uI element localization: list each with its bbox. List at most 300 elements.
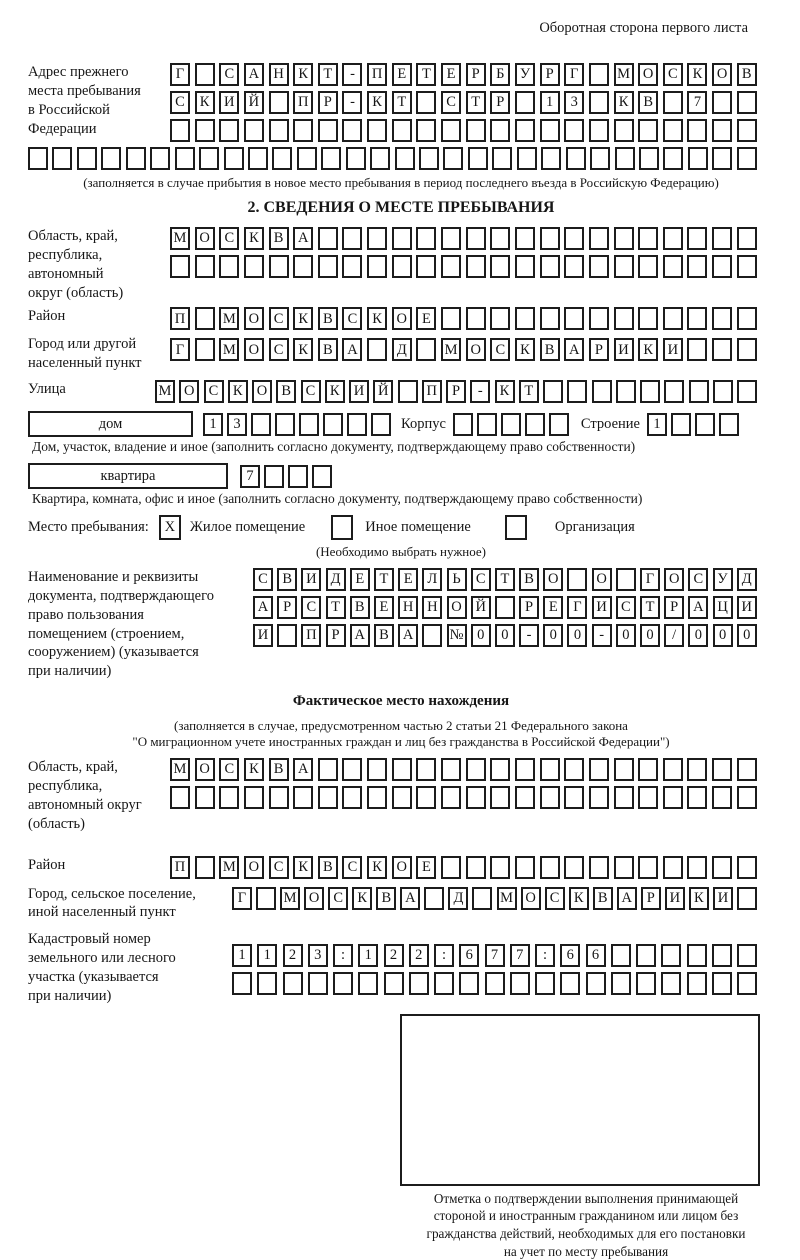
char-cell[interactable]: 2 xyxy=(409,944,429,967)
char-cell[interactable] xyxy=(540,227,560,250)
char-cell[interactable]: 1 xyxy=(203,413,223,436)
char-cell[interactable] xyxy=(616,380,636,403)
char-cell[interactable] xyxy=(269,91,289,114)
char-cell[interactable] xyxy=(392,758,412,781)
char-cell[interactable]: - xyxy=(342,63,362,86)
char-cell[interactable]: К xyxy=(367,856,387,879)
char-cell[interactable] xyxy=(564,119,584,142)
char-cell[interactable]: Е xyxy=(543,596,563,619)
char-cell[interactable] xyxy=(663,307,683,330)
char-cell[interactable] xyxy=(515,227,535,250)
char-cell[interactable] xyxy=(510,972,530,995)
char-cell[interactable] xyxy=(589,227,609,250)
char-cell[interactable]: К xyxy=(293,338,313,361)
char-cell[interactable]: В xyxy=(318,307,338,330)
char-cell[interactable] xyxy=(392,255,412,278)
char-cell[interactable] xyxy=(346,147,366,170)
char-cell[interactable]: К xyxy=(352,887,372,910)
char-cell[interactable]: А xyxy=(244,63,264,86)
char-cell[interactable] xyxy=(248,147,268,170)
char-cell[interactable] xyxy=(269,119,289,142)
char-cell[interactable]: М xyxy=(219,338,239,361)
char-cell[interactable] xyxy=(370,147,390,170)
char-cell[interactable]: Р xyxy=(664,596,684,619)
char-cell[interactable]: С xyxy=(301,596,321,619)
char-cell[interactable] xyxy=(695,413,715,436)
inoe-checkbox[interactable] xyxy=(331,515,353,540)
char-cell[interactable] xyxy=(543,380,563,403)
char-cell[interactable] xyxy=(566,147,586,170)
char-cell[interactable]: Р xyxy=(326,624,346,647)
char-cell[interactable]: И xyxy=(665,887,685,910)
char-cell[interactable]: Н xyxy=(269,63,289,86)
char-cell[interactable] xyxy=(318,786,338,809)
char-cell[interactable] xyxy=(540,856,560,879)
char-cell[interactable] xyxy=(472,887,492,910)
char-cell[interactable]: 7 xyxy=(240,465,260,488)
char-cell[interactable] xyxy=(737,786,757,809)
char-cell[interactable] xyxy=(564,227,584,250)
char-cell[interactable] xyxy=(560,972,580,995)
char-cell[interactable] xyxy=(485,972,505,995)
char-cell[interactable]: С xyxy=(441,91,461,114)
char-cell[interactable] xyxy=(490,255,510,278)
char-cell[interactable]: 0 xyxy=(495,624,515,647)
char-cell[interactable]: У xyxy=(713,568,733,591)
char-cell[interactable] xyxy=(416,758,436,781)
char-cell[interactable] xyxy=(342,758,362,781)
char-cell[interactable]: Т xyxy=(318,63,338,86)
char-cell[interactable] xyxy=(712,147,732,170)
char-cell[interactable]: О xyxy=(392,856,412,879)
char-cell[interactable]: О xyxy=(521,887,541,910)
char-cell[interactable] xyxy=(541,147,561,170)
char-cell[interactable] xyxy=(687,119,707,142)
char-cell[interactable]: Й xyxy=(471,596,491,619)
char-cell[interactable]: Р xyxy=(318,91,338,114)
char-cell[interactable] xyxy=(257,972,277,995)
char-cell[interactable]: Е xyxy=(416,856,436,879)
char-cell[interactable] xyxy=(687,307,707,330)
char-cell[interactable] xyxy=(367,255,387,278)
char-cell[interactable] xyxy=(614,758,634,781)
char-cell[interactable] xyxy=(615,147,635,170)
char-cell[interactable] xyxy=(671,413,691,436)
char-cell[interactable] xyxy=(195,255,215,278)
char-cell[interactable]: Т xyxy=(466,91,486,114)
char-cell[interactable]: К xyxy=(687,63,707,86)
char-cell[interactable] xyxy=(288,465,308,488)
char-cell[interactable] xyxy=(589,63,609,86)
char-cell[interactable] xyxy=(490,227,510,250)
char-cell[interactable] xyxy=(638,786,658,809)
char-cell[interactable]: К xyxy=(495,380,515,403)
char-cell[interactable]: И xyxy=(349,380,369,403)
char-cell[interactable] xyxy=(664,380,684,403)
char-cell[interactable] xyxy=(441,255,461,278)
char-cell[interactable] xyxy=(687,758,707,781)
char-cell[interactable] xyxy=(712,255,732,278)
char-cell[interactable] xyxy=(434,972,454,995)
char-cell[interactable] xyxy=(358,972,378,995)
char-cell[interactable] xyxy=(712,91,732,114)
char-cell[interactable] xyxy=(540,786,560,809)
char-cell[interactable]: 1 xyxy=(540,91,560,114)
char-cell[interactable] xyxy=(424,887,444,910)
char-cell[interactable]: К xyxy=(244,227,264,250)
char-cell[interactable] xyxy=(384,972,404,995)
char-cell[interactable]: И xyxy=(592,596,612,619)
char-cell[interactable] xyxy=(638,758,658,781)
char-cell[interactable] xyxy=(466,758,486,781)
char-cell[interactable]: О xyxy=(304,887,324,910)
char-cell[interactable]: С xyxy=(342,856,362,879)
char-cell[interactable] xyxy=(466,856,486,879)
char-cell[interactable] xyxy=(712,307,732,330)
char-cell[interactable]: К xyxy=(244,758,264,781)
char-cell[interactable]: С xyxy=(688,568,708,591)
char-cell[interactable]: 1 xyxy=(232,944,252,967)
char-cell[interactable]: С xyxy=(219,758,239,781)
char-cell[interactable]: 0 xyxy=(543,624,563,647)
char-cell[interactable] xyxy=(416,227,436,250)
char-cell[interactable] xyxy=(443,147,463,170)
char-cell[interactable] xyxy=(540,758,560,781)
char-cell[interactable] xyxy=(515,786,535,809)
char-cell[interactable] xyxy=(515,758,535,781)
char-cell[interactable] xyxy=(101,147,121,170)
char-cell[interactable]: В xyxy=(376,887,396,910)
char-cell[interactable]: С xyxy=(170,91,190,114)
char-cell[interactable]: : xyxy=(535,944,555,967)
char-cell[interactable]: М xyxy=(497,887,517,910)
char-cell[interactable] xyxy=(244,786,264,809)
char-cell[interactable] xyxy=(347,413,367,436)
char-cell[interactable] xyxy=(256,887,276,910)
char-cell[interactable]: О xyxy=(466,338,486,361)
char-cell[interactable] xyxy=(323,413,343,436)
char-cell[interactable]: И xyxy=(301,568,321,591)
char-cell[interactable]: Г xyxy=(567,596,587,619)
char-cell[interactable] xyxy=(367,227,387,250)
char-cell[interactable]: С xyxy=(204,380,224,403)
char-cell[interactable]: В xyxy=(277,568,297,591)
char-cell[interactable] xyxy=(737,887,757,910)
char-cell[interactable] xyxy=(614,856,634,879)
char-cell[interactable] xyxy=(277,624,297,647)
char-cell[interactable] xyxy=(126,147,146,170)
char-cell[interactable] xyxy=(737,91,757,114)
char-cell[interactable] xyxy=(416,786,436,809)
char-cell[interactable]: Б xyxy=(490,63,510,86)
char-cell[interactable] xyxy=(441,307,461,330)
char-cell[interactable]: А xyxy=(688,596,708,619)
char-cell[interactable]: К xyxy=(689,887,709,910)
char-cell[interactable] xyxy=(515,307,535,330)
char-cell[interactable] xyxy=(737,307,757,330)
char-cell[interactable]: Т xyxy=(495,568,515,591)
char-cell[interactable]: Т xyxy=(326,596,346,619)
char-cell[interactable] xyxy=(515,856,535,879)
char-cell[interactable]: О xyxy=(195,227,215,250)
char-cell[interactable] xyxy=(416,255,436,278)
char-cell[interactable]: С xyxy=(545,887,565,910)
char-cell[interactable] xyxy=(687,338,707,361)
char-cell[interactable]: А xyxy=(400,887,420,910)
char-cell[interactable] xyxy=(466,255,486,278)
char-cell[interactable]: : xyxy=(434,944,454,967)
char-cell[interactable] xyxy=(540,307,560,330)
char-cell[interactable]: В xyxy=(593,887,613,910)
char-cell[interactable] xyxy=(392,227,412,250)
char-cell[interactable]: К xyxy=(569,887,589,910)
char-cell[interactable] xyxy=(661,944,681,967)
char-cell[interactable] xyxy=(719,413,739,436)
char-cell[interactable] xyxy=(564,758,584,781)
char-cell[interactable]: К xyxy=(228,380,248,403)
char-cell[interactable] xyxy=(321,147,341,170)
char-cell[interactable] xyxy=(398,380,418,403)
char-cell[interactable]: 0 xyxy=(567,624,587,647)
char-cell[interactable] xyxy=(611,972,631,995)
char-cell[interactable]: С xyxy=(471,568,491,591)
char-cell[interactable] xyxy=(371,413,391,436)
char-cell[interactable]: М xyxy=(170,758,190,781)
char-cell[interactable]: Ц xyxy=(713,596,733,619)
char-cell[interactable]: Р xyxy=(466,63,486,86)
char-cell[interactable]: Т xyxy=(519,380,539,403)
char-cell[interactable]: П xyxy=(367,63,387,86)
char-cell[interactable]: К xyxy=(293,63,313,86)
char-cell[interactable]: Р xyxy=(519,596,539,619)
char-cell[interactable] xyxy=(592,380,612,403)
char-cell[interactable] xyxy=(663,786,683,809)
char-cell[interactable] xyxy=(170,786,190,809)
char-cell[interactable]: 6 xyxy=(586,944,606,967)
char-cell[interactable] xyxy=(687,255,707,278)
char-cell[interactable] xyxy=(640,380,660,403)
char-cell[interactable]: О xyxy=(392,307,412,330)
char-cell[interactable]: Г xyxy=(170,63,190,86)
char-cell[interactable] xyxy=(495,596,515,619)
char-cell[interactable]: 0 xyxy=(640,624,660,647)
char-cell[interactable]: 1 xyxy=(647,413,667,436)
char-cell[interactable] xyxy=(416,91,436,114)
char-cell[interactable]: Н xyxy=(398,596,418,619)
char-cell[interactable]: С xyxy=(269,338,289,361)
char-cell[interactable] xyxy=(663,856,683,879)
char-cell[interactable] xyxy=(614,307,634,330)
char-cell[interactable] xyxy=(195,119,215,142)
char-cell[interactable]: С xyxy=(269,856,289,879)
char-cell[interactable] xyxy=(195,307,215,330)
char-cell[interactable]: К xyxy=(293,307,313,330)
char-cell[interactable] xyxy=(251,413,271,436)
char-cell[interactable]: Е xyxy=(398,568,418,591)
char-cell[interactable] xyxy=(219,786,239,809)
char-cell[interactable]: Т xyxy=(640,596,660,619)
char-cell[interactable]: В xyxy=(318,856,338,879)
char-cell[interactable] xyxy=(525,413,545,436)
char-cell[interactable] xyxy=(441,758,461,781)
char-cell[interactable] xyxy=(515,91,535,114)
char-cell[interactable]: Г xyxy=(232,887,252,910)
char-cell[interactable]: 0 xyxy=(616,624,636,647)
char-cell[interactable] xyxy=(737,147,757,170)
char-cell[interactable] xyxy=(687,227,707,250)
char-cell[interactable]: - xyxy=(519,624,539,647)
char-cell[interactable] xyxy=(712,786,732,809)
char-cell[interactable]: П xyxy=(301,624,321,647)
char-cell[interactable] xyxy=(663,91,683,114)
char-cell[interactable] xyxy=(466,227,486,250)
char-cell[interactable] xyxy=(419,147,439,170)
char-cell[interactable] xyxy=(712,972,732,995)
char-cell[interactable]: О xyxy=(195,758,215,781)
char-cell[interactable]: В xyxy=(638,91,658,114)
char-cell[interactable] xyxy=(564,786,584,809)
char-cell[interactable] xyxy=(466,119,486,142)
char-cell[interactable]: Г xyxy=(170,338,190,361)
char-cell[interactable]: 7 xyxy=(485,944,505,967)
char-cell[interactable] xyxy=(737,338,757,361)
char-cell[interactable] xyxy=(638,227,658,250)
char-cell[interactable] xyxy=(639,147,659,170)
char-cell[interactable] xyxy=(312,465,332,488)
char-cell[interactable] xyxy=(232,972,252,995)
char-cell[interactable]: Р xyxy=(490,91,510,114)
char-cell[interactable] xyxy=(636,944,656,967)
char-cell[interactable] xyxy=(170,255,190,278)
char-cell[interactable]: К xyxy=(325,380,345,403)
char-cell[interactable]: О xyxy=(447,596,467,619)
char-cell[interactable]: 0 xyxy=(471,624,491,647)
char-cell[interactable] xyxy=(712,119,732,142)
char-cell[interactable]: М xyxy=(614,63,634,86)
char-cell[interactable]: О xyxy=(712,63,732,86)
char-cell[interactable]: 1 xyxy=(257,944,277,967)
char-cell[interactable]: П xyxy=(170,856,190,879)
char-cell[interactable] xyxy=(342,786,362,809)
char-cell[interactable] xyxy=(540,255,560,278)
char-cell[interactable] xyxy=(392,786,412,809)
char-cell[interactable] xyxy=(737,758,757,781)
char-cell[interactable]: П xyxy=(422,380,442,403)
char-cell[interactable] xyxy=(52,147,72,170)
char-cell[interactable] xyxy=(269,786,289,809)
char-cell[interactable]: Д xyxy=(448,887,468,910)
char-cell[interactable]: Й xyxy=(373,380,393,403)
char-cell[interactable]: И xyxy=(219,91,239,114)
char-cell[interactable]: Л xyxy=(422,568,442,591)
char-cell[interactable]: Д xyxy=(392,338,412,361)
char-cell[interactable] xyxy=(490,786,510,809)
char-cell[interactable] xyxy=(477,413,497,436)
char-cell[interactable] xyxy=(416,338,436,361)
char-cell[interactable] xyxy=(492,147,512,170)
char-cell[interactable] xyxy=(687,972,707,995)
char-cell[interactable] xyxy=(299,413,319,436)
char-cell[interactable]: А xyxy=(564,338,584,361)
char-cell[interactable]: 6 xyxy=(459,944,479,967)
char-cell[interactable]: Р xyxy=(589,338,609,361)
char-cell[interactable]: И xyxy=(663,338,683,361)
char-cell[interactable] xyxy=(244,119,264,142)
char-cell[interactable]: / xyxy=(664,624,684,647)
char-cell[interactable] xyxy=(687,944,707,967)
char-cell[interactable] xyxy=(466,307,486,330)
char-cell[interactable]: В xyxy=(318,338,338,361)
char-cell[interactable]: В xyxy=(374,624,394,647)
char-cell[interactable]: Т xyxy=(416,63,436,86)
char-cell[interactable] xyxy=(490,758,510,781)
char-cell[interactable] xyxy=(712,338,732,361)
char-cell[interactable]: М xyxy=(219,307,239,330)
char-cell[interactable]: О xyxy=(244,338,264,361)
char-cell[interactable] xyxy=(614,227,634,250)
char-cell[interactable]: 2 xyxy=(283,944,303,967)
char-cell[interactable] xyxy=(689,380,709,403)
char-cell[interactable]: 7 xyxy=(687,91,707,114)
char-cell[interactable]: В xyxy=(269,758,289,781)
char-cell[interactable] xyxy=(737,255,757,278)
char-cell[interactable] xyxy=(308,972,328,995)
char-cell[interactable]: 6 xyxy=(560,944,580,967)
char-cell[interactable]: Н xyxy=(422,596,442,619)
char-cell[interactable] xyxy=(409,972,429,995)
char-cell[interactable] xyxy=(611,944,631,967)
char-cell[interactable]: Г xyxy=(640,568,660,591)
char-cell[interactable]: А xyxy=(342,338,362,361)
char-cell[interactable]: Е xyxy=(374,596,394,619)
char-cell[interactable] xyxy=(293,786,313,809)
char-cell[interactable] xyxy=(712,856,732,879)
char-cell[interactable] xyxy=(589,307,609,330)
char-cell[interactable] xyxy=(170,119,190,142)
char-cell[interactable] xyxy=(392,119,412,142)
char-cell[interactable]: И xyxy=(253,624,273,647)
char-cell[interactable] xyxy=(150,147,170,170)
char-cell[interactable] xyxy=(737,227,757,250)
char-cell[interactable] xyxy=(535,972,555,995)
char-cell[interactable] xyxy=(333,972,353,995)
char-cell[interactable]: И xyxy=(614,338,634,361)
char-cell[interactable]: П xyxy=(170,307,190,330)
char-cell[interactable]: Т xyxy=(392,91,412,114)
char-cell[interactable] xyxy=(638,255,658,278)
char-cell[interactable]: М xyxy=(219,856,239,879)
char-cell[interactable]: Д xyxy=(326,568,346,591)
char-cell[interactable] xyxy=(614,255,634,278)
char-cell[interactable]: Е xyxy=(416,307,436,330)
char-cell[interactable] xyxy=(589,255,609,278)
char-cell[interactable] xyxy=(453,413,473,436)
char-cell[interactable]: В xyxy=(269,227,289,250)
char-cell[interactable]: Д xyxy=(737,568,757,591)
char-cell[interactable] xyxy=(564,255,584,278)
char-cell[interactable]: С xyxy=(269,307,289,330)
char-cell[interactable]: У xyxy=(515,63,535,86)
char-cell[interactable] xyxy=(638,119,658,142)
char-cell[interactable]: 1 xyxy=(358,944,378,967)
char-cell[interactable] xyxy=(737,972,757,995)
char-cell[interactable] xyxy=(275,413,295,436)
char-cell[interactable] xyxy=(663,147,683,170)
char-cell[interactable]: С xyxy=(219,63,239,86)
char-cell[interactable] xyxy=(663,227,683,250)
char-cell[interactable] xyxy=(564,307,584,330)
char-cell[interactable] xyxy=(195,338,215,361)
